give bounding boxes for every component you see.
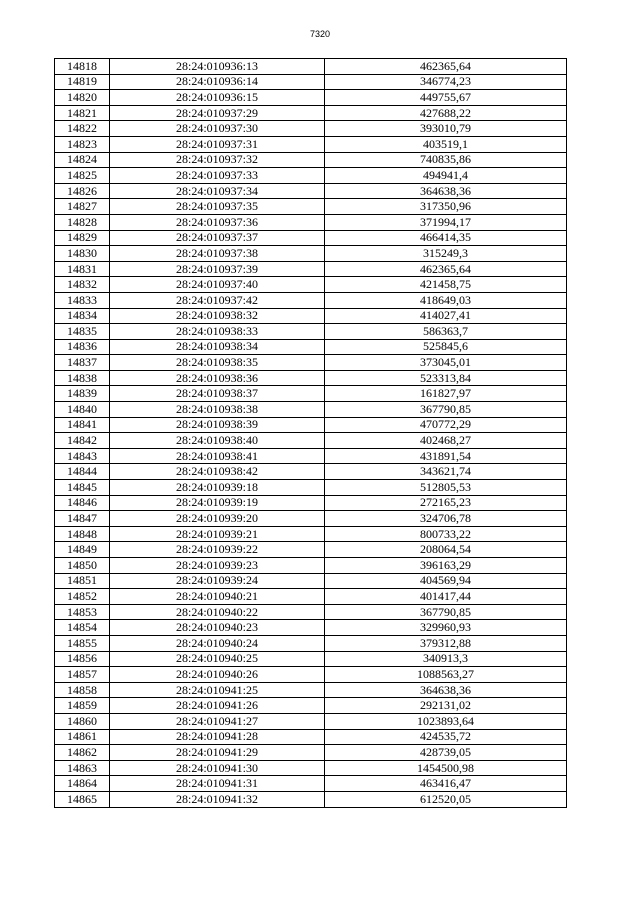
value-cell: 402468,27 <box>325 433 567 449</box>
value-cell: 1454500,98 <box>325 760 567 776</box>
cadastral-number-cell: 28:24:010940:26 <box>110 667 325 683</box>
table-row <box>55 682 567 698</box>
cadastral-number-cell: 28:24:010938:39 <box>110 417 325 433</box>
cadastral-number-cell: 28:24:010937:42 <box>110 292 325 308</box>
value-cell: 462365,64 <box>325 59 567 75</box>
value-cell: 449755,67 <box>325 90 567 106</box>
row-number-cell: 14827 <box>55 199 110 215</box>
cadastral-number-cell: 28:24:010937:37 <box>110 230 325 246</box>
table-row <box>55 308 567 324</box>
table-row <box>55 776 567 792</box>
cadastral-number-cell: 28:24:010938:40 <box>110 433 325 449</box>
row-number-cell: 14851 <box>55 573 110 589</box>
cadastral-number-cell: 28:24:010936:15 <box>110 90 325 106</box>
cadastral-number-cell: 28:24:010937:38 <box>110 246 325 262</box>
cadastral-number-cell: 28:24:010938:35 <box>110 355 325 371</box>
cadastral-number-cell: 28:24:010939:24 <box>110 573 325 589</box>
cadastral-number-cell: 28:24:010940:23 <box>110 620 325 636</box>
table-row <box>55 417 567 433</box>
value-cell: 800733,22 <box>325 526 567 542</box>
table-row <box>55 511 567 527</box>
row-number-cell: 14852 <box>55 589 110 605</box>
cadastral-number-cell: 28:24:010939:19 <box>110 495 325 511</box>
cadastral-number-cell: 28:24:010939:20 <box>110 511 325 527</box>
cadastral-number-cell: 28:24:010938:42 <box>110 464 325 480</box>
table-row <box>55 339 567 355</box>
cadastral-number-cell: 28:24:010938:41 <box>110 448 325 464</box>
row-number-cell: 14823 <box>55 136 110 152</box>
table-row <box>55 386 567 402</box>
value-cell: 343621,74 <box>325 464 567 480</box>
table-row <box>55 370 567 386</box>
value-cell: 379312,88 <box>325 635 567 651</box>
row-number-cell: 14848 <box>55 526 110 542</box>
table-row <box>55 199 567 215</box>
row-number-cell: 14834 <box>55 308 110 324</box>
row-number-cell: 14824 <box>55 152 110 168</box>
table-row <box>55 542 567 558</box>
row-number-cell: 14843 <box>55 448 110 464</box>
table-row <box>55 74 567 90</box>
value-cell: 466414,35 <box>325 230 567 246</box>
value-cell: 403519,1 <box>325 136 567 152</box>
table-row <box>55 136 567 152</box>
table-row <box>55 713 567 729</box>
row-number-cell: 14849 <box>55 542 110 558</box>
row-number-cell: 14839 <box>55 386 110 402</box>
table-row <box>55 105 567 121</box>
value-cell: 208064,54 <box>325 542 567 558</box>
row-number-cell: 14818 <box>55 59 110 75</box>
cadastral-number-cell: 28:24:010941:31 <box>110 776 325 792</box>
value-cell: 427688,22 <box>325 105 567 121</box>
value-cell: 421458,75 <box>325 277 567 293</box>
table-row <box>55 480 567 496</box>
row-number-cell: 14865 <box>55 791 110 807</box>
cadastral-number-cell: 28:24:010937:36 <box>110 214 325 230</box>
value-cell: 340913,3 <box>325 651 567 667</box>
cadastral-number-cell: 28:24:010937:32 <box>110 152 325 168</box>
value-cell: 424535,72 <box>325 729 567 745</box>
value-cell: 462365,64 <box>325 261 567 277</box>
value-cell: 523313,84 <box>325 370 567 386</box>
row-number-cell: 14821 <box>55 105 110 121</box>
table-row <box>55 246 567 262</box>
table-row <box>55 635 567 651</box>
row-number-cell: 14825 <box>55 168 110 184</box>
table-row <box>55 667 567 683</box>
cadastral-number-cell: 28:24:010941:30 <box>110 760 325 776</box>
value-cell: 404569,94 <box>325 573 567 589</box>
cadastral-number-cell: 28:24:010937:31 <box>110 136 325 152</box>
value-cell: 431891,54 <box>325 448 567 464</box>
table-row <box>55 230 567 246</box>
value-cell: 494941,4 <box>325 168 567 184</box>
table-row <box>55 402 567 418</box>
table-row <box>55 214 567 230</box>
row-number-cell: 14829 <box>55 230 110 246</box>
value-cell: 586363,7 <box>325 324 567 340</box>
value-cell: 272165,23 <box>325 495 567 511</box>
row-number-cell: 14836 <box>55 339 110 355</box>
cadastral-number-cell: 28:24:010937:35 <box>110 199 325 215</box>
table-row <box>55 791 567 807</box>
table-row <box>55 90 567 106</box>
cadastral-number-cell: 28:24:010937:29 <box>110 105 325 121</box>
cadastral-number-cell: 28:24:010941:27 <box>110 713 325 729</box>
value-cell: 418649,03 <box>325 292 567 308</box>
table-row <box>55 292 567 308</box>
value-cell: 463416,47 <box>325 776 567 792</box>
table-row <box>55 152 567 168</box>
cadastral-number-cell: 28:24:010940:25 <box>110 651 325 667</box>
cadastral-number-cell: 28:24:010938:33 <box>110 324 325 340</box>
table-row <box>55 261 567 277</box>
value-cell: 525845,6 <box>325 339 567 355</box>
row-number-cell: 14845 <box>55 480 110 496</box>
row-number-cell: 14854 <box>55 620 110 636</box>
row-number-cell: 14864 <box>55 776 110 792</box>
row-number-cell: 14862 <box>55 745 110 761</box>
value-cell: 317350,96 <box>325 199 567 215</box>
row-number-cell: 14832 <box>55 277 110 293</box>
value-cell: 324706,78 <box>325 511 567 527</box>
cadastral-number-cell: 28:24:010937:40 <box>110 277 325 293</box>
row-number-cell: 14826 <box>55 183 110 199</box>
cadastral-number-cell: 28:24:010941:28 <box>110 729 325 745</box>
row-number-cell: 14842 <box>55 433 110 449</box>
row-number-cell: 14850 <box>55 558 110 574</box>
cadastral-number-cell: 28:24:010939:23 <box>110 558 325 574</box>
value-cell: 401417,44 <box>325 589 567 605</box>
value-cell: 367790,85 <box>325 604 567 620</box>
row-number-cell: 14855 <box>55 635 110 651</box>
value-cell: 371994,17 <box>325 214 567 230</box>
table-row <box>55 760 567 776</box>
table-row <box>55 604 567 620</box>
cadastral-number-cell: 28:24:010938:34 <box>110 339 325 355</box>
cadastral-number-cell: 28:24:010940:22 <box>110 604 325 620</box>
table-row <box>55 620 567 636</box>
value-cell: 329960,93 <box>325 620 567 636</box>
value-cell: 1023893,64 <box>325 713 567 729</box>
value-cell: 373045,01 <box>325 355 567 371</box>
table-row <box>55 698 567 714</box>
cadastral-number-cell: 28:24:010939:22 <box>110 542 325 558</box>
table-row <box>55 589 567 605</box>
cadastral-number-cell: 28:24:010941:26 <box>110 698 325 714</box>
row-number-cell: 14860 <box>55 713 110 729</box>
cadastral-number-cell: 28:24:010941:29 <box>110 745 325 761</box>
row-number-cell: 14846 <box>55 495 110 511</box>
table-row <box>55 168 567 184</box>
table-row <box>55 745 567 761</box>
value-cell: 393010,79 <box>325 121 567 137</box>
row-number-cell: 14853 <box>55 604 110 620</box>
cadastral-number-cell: 28:24:010938:37 <box>110 386 325 402</box>
row-number-cell: 14820 <box>55 90 110 106</box>
table-row <box>55 573 567 589</box>
row-number-cell: 14856 <box>55 651 110 667</box>
table-row <box>55 495 567 511</box>
row-number-cell: 14841 <box>55 417 110 433</box>
value-cell: 470772,29 <box>325 417 567 433</box>
value-cell: 1088563,27 <box>325 667 567 683</box>
table-body <box>55 59 567 808</box>
page-number: 7320 <box>309 29 331 39</box>
cadastral-number-cell: 28:24:010938:32 <box>110 308 325 324</box>
cadastral-number-cell: 28:24:010937:30 <box>110 121 325 137</box>
cadastral-number-cell: 28:24:010938:38 <box>110 402 325 418</box>
table-row <box>55 355 567 371</box>
value-cell: 364638,36 <box>325 682 567 698</box>
cadastral-number-cell: 28:24:010937:33 <box>110 168 325 184</box>
value-cell: 315249,3 <box>325 246 567 262</box>
row-number-cell: 14861 <box>55 729 110 745</box>
row-number-cell: 14847 <box>55 511 110 527</box>
cadastral-number-cell: 28:24:010936:14 <box>110 74 325 90</box>
table-row <box>55 464 567 480</box>
row-number-cell: 14837 <box>55 355 110 371</box>
row-number-cell: 14857 <box>55 667 110 683</box>
table-row <box>55 448 567 464</box>
table-row <box>55 121 567 137</box>
value-cell: 428739,05 <box>325 745 567 761</box>
row-number-cell: 14833 <box>55 292 110 308</box>
value-cell: 612520,05 <box>325 791 567 807</box>
cadastral-number-cell: 28:24:010937:39 <box>110 261 325 277</box>
table-row <box>55 729 567 745</box>
cadastral-number-cell: 28:24:010941:32 <box>110 791 325 807</box>
row-number-cell: 14835 <box>55 324 110 340</box>
table-row <box>55 433 567 449</box>
cadastral-value-table <box>54 58 567 808</box>
table-row <box>55 183 567 199</box>
table-row <box>55 526 567 542</box>
cadastral-number-cell: 28:24:010937:34 <box>110 183 325 199</box>
value-cell: 414027,41 <box>325 308 567 324</box>
row-number-cell: 14830 <box>55 246 110 262</box>
row-number-cell: 14840 <box>55 402 110 418</box>
cadastral-number-cell: 28:24:010940:21 <box>110 589 325 605</box>
value-cell: 161827,97 <box>325 386 567 402</box>
cadastral-number-cell: 28:24:010939:18 <box>110 480 325 496</box>
table-row <box>55 59 567 75</box>
value-cell: 364638,36 <box>325 183 567 199</box>
value-cell: 367790,85 <box>325 402 567 418</box>
value-cell: 512805,53 <box>325 480 567 496</box>
table-row <box>55 558 567 574</box>
row-number-cell: 14844 <box>55 464 110 480</box>
value-cell: 396163,29 <box>325 558 567 574</box>
table-row <box>55 651 567 667</box>
cadastral-number-cell: 28:24:010939:21 <box>110 526 325 542</box>
row-number-cell: 14863 <box>55 760 110 776</box>
table-row <box>55 324 567 340</box>
value-cell: 740835,86 <box>325 152 567 168</box>
cadastral-number-cell: 28:24:010940:24 <box>110 635 325 651</box>
cadastral-number-cell: 28:24:010938:36 <box>110 370 325 386</box>
row-number-cell: 14831 <box>55 261 110 277</box>
row-number-cell: 14858 <box>55 682 110 698</box>
row-number-cell: 14819 <box>55 74 110 90</box>
row-number-cell: 14838 <box>55 370 110 386</box>
table-row <box>55 277 567 293</box>
cadastral-number-cell: 28:24:010941:25 <box>110 682 325 698</box>
value-cell: 292131,02 <box>325 698 567 714</box>
row-number-cell: 14828 <box>55 214 110 230</box>
value-cell: 346774,23 <box>325 74 567 90</box>
row-number-cell: 14822 <box>55 121 110 137</box>
cadastral-number-cell: 28:24:010936:13 <box>110 59 325 75</box>
row-number-cell: 14859 <box>55 698 110 714</box>
